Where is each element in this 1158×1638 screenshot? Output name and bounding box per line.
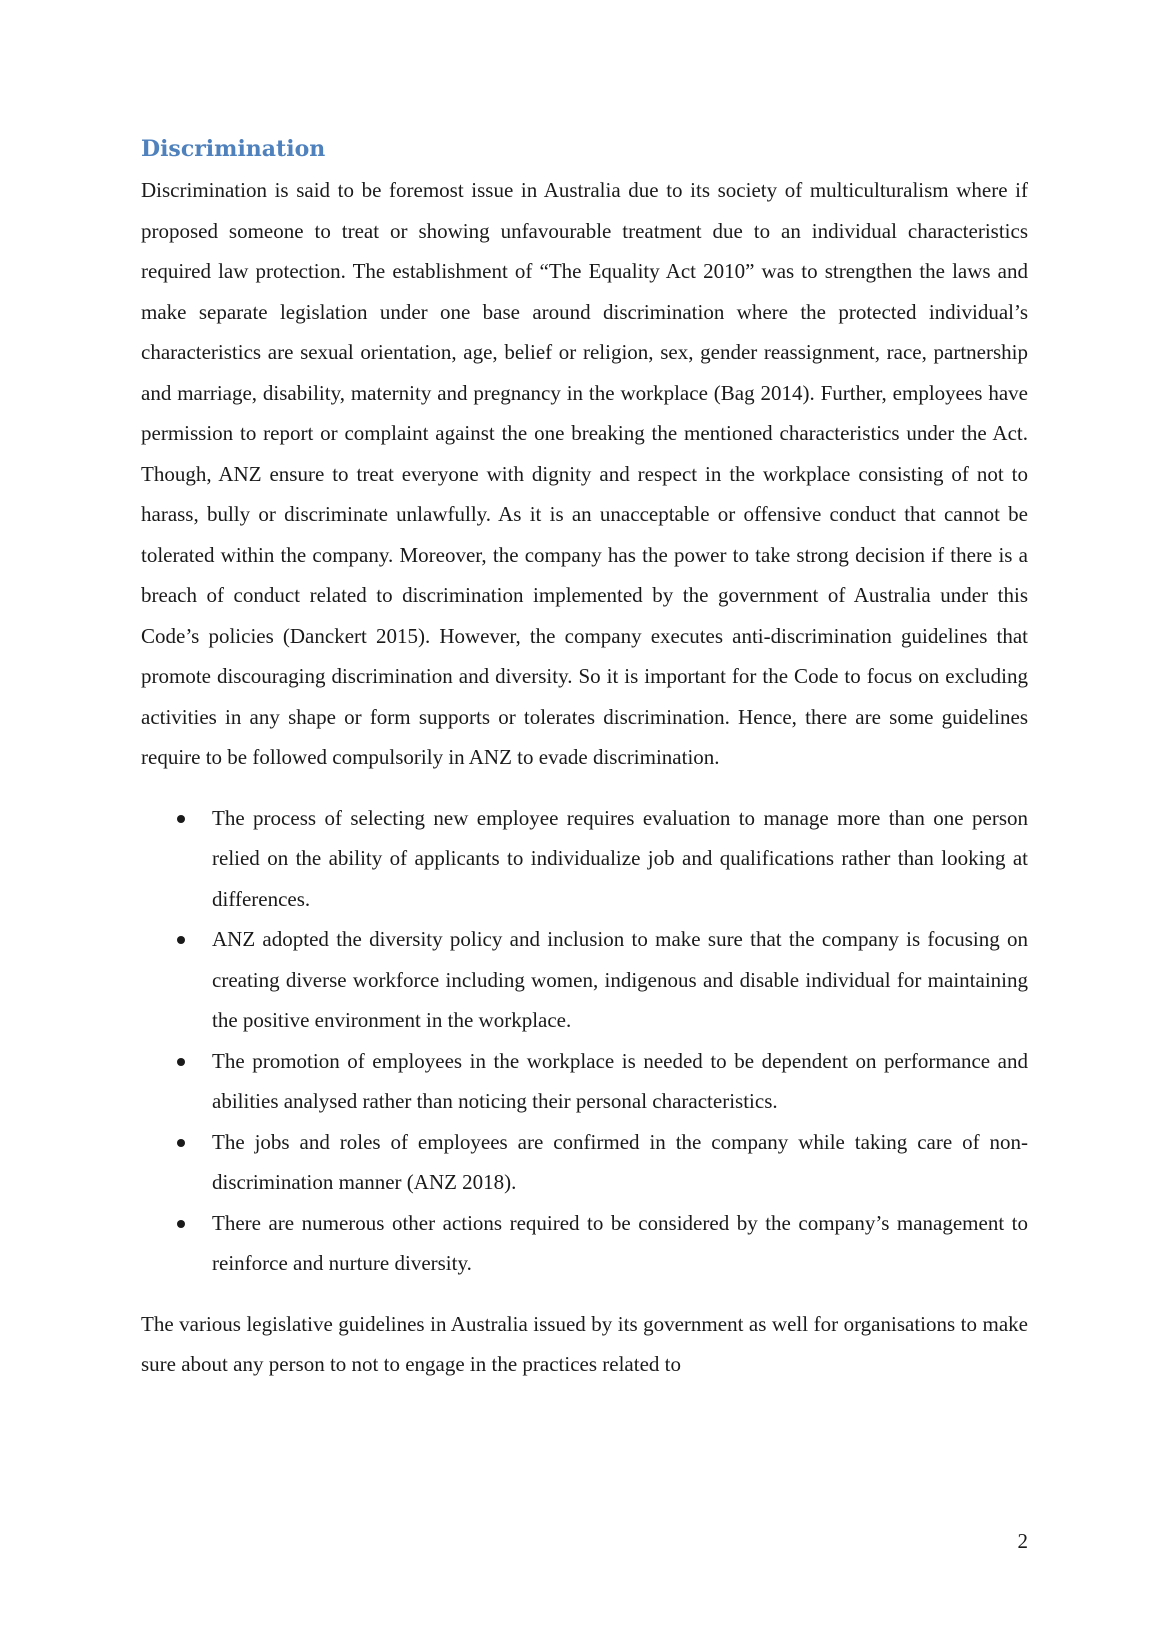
bullet-icon — [177, 936, 185, 944]
list-item — [141, 798, 1028, 920]
list-item — [141, 1041, 1028, 1122]
section-heading: Discrimination — [141, 136, 326, 162]
page-content — [141, 132, 1028, 1385]
list-item-text: The process of selecting new employee requires evaluation to manage more than one person relied on the ability of applicants to individualize job and qualifications rather than looking at differences. — [212, 805, 1028, 911]
body-paragraph-1: Discrimination is said to be foremost issue in Australia due to its society of multiculturalism where if proposed someone to treat or showing unfavourable treatment due to an individual characteristics required law protection. The establishment of “The Equality Act 2010” was to strengthen the laws and make separate legislation under one base around discrimination where the protected individual’s characteristics are sexual orientation, age, belief or religion, sex, gender reassignment, race, partnership and marriage, disability, maternity and pregnancy in the workplace (Bag 2014). Further, employees have permission to report or complaint against the one breaking the mentioned characteristics under the Act. Though, ANZ ensure to treat everyone with dignity and respect in the workplace consisting of not to harass, bully or discriminate unlawfully. As it is an unacceptable or offensive conduct that cannot be tolerated within the company. Moreover, the company has the power to take strong decision if there is a breach of conduct related to discrimination implemented by the government of Australia under this Code’s policies (Danckert 2015). However, the company executes anti-discrimination guidelines that promote discouraging discrimination and diversity. So it is important for the Code to focus on excluding activities in any shape or form supports or tolerates discrimination. Hence, there are some guidelines require to be followed compulsorily in ANZ to evade discrimination. — [141, 178, 1028, 769]
body-paragraph-2: The various legislative guidelines in Australia issued by its government as well for organisations to make sure about any person to not to engage in the practices related to — [141, 1311, 1028, 1376]
list-item-text: There are numerous other actions required to be considered by the company’s management to reinforce and nurture diversity. — [212, 1210, 1028, 1275]
guidelines-list — [141, 798, 1028, 1284]
list-item — [141, 919, 1028, 1041]
bullet-icon — [177, 1220, 185, 1228]
bullet-icon — [177, 1058, 185, 1066]
list-item-text: The promotion of employees in the workplace is needed to be dependent on performance and abilities analysed rather than noticing their personal characteristics. — [212, 1048, 1028, 1113]
list-item-text: The jobs and roles of employees are confirmed in the company while taking care of non-discrimination manner (ANZ 2018). — [212, 1129, 1028, 1194]
list-item — [141, 1122, 1028, 1203]
bullet-icon — [177, 1139, 185, 1147]
list-item — [141, 1203, 1028, 1284]
list-item-text: ANZ adopted the diversity policy and inclusion to make sure that the company is focusing on creating diverse workforce including women, indigenous and disable individual for maintaining the positive environment in the workplace. — [212, 927, 1028, 1032]
page-number: 2 — [1017, 1529, 1028, 1553]
bullet-icon — [177, 815, 185, 823]
